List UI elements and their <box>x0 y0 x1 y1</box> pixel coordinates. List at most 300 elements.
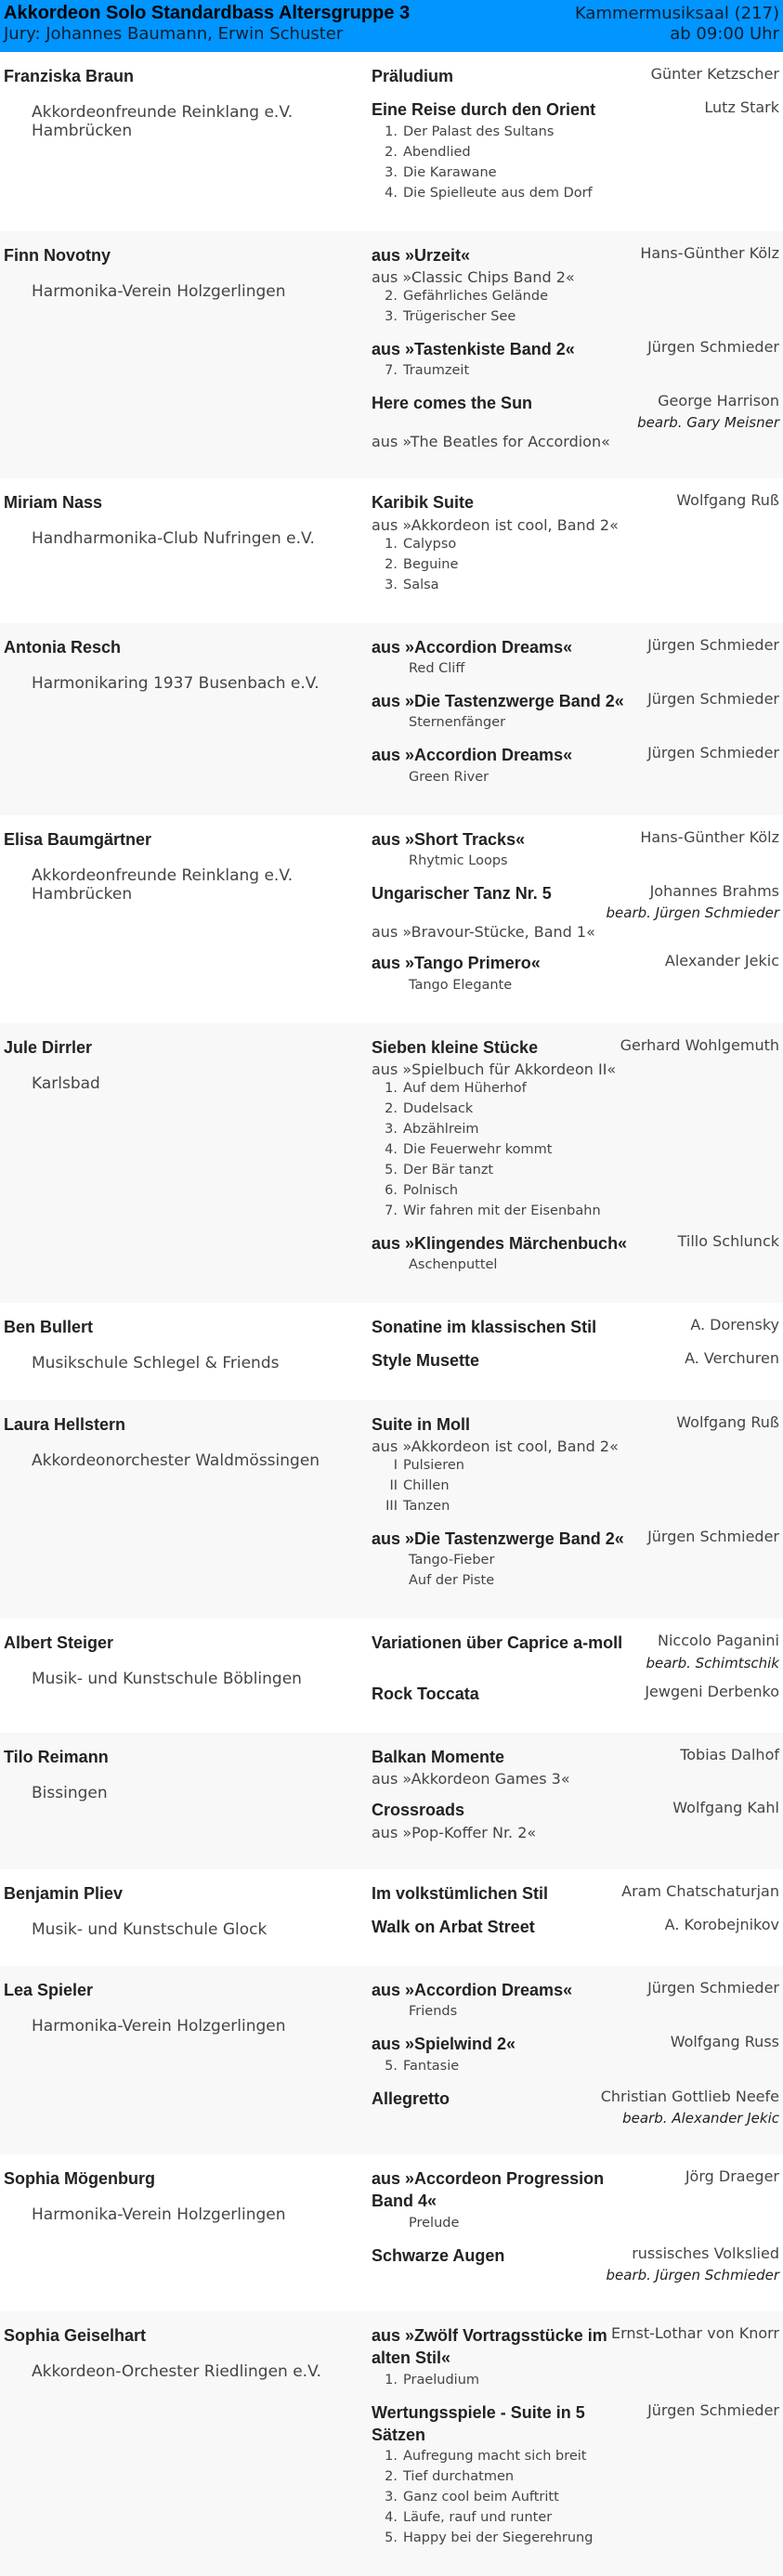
movement-title: Gefährliches Gelände <box>403 288 548 304</box>
program-piece <box>372 1799 779 1841</box>
piece-composer: George Harrison <box>658 392 779 410</box>
participant-club: Akkordeon-Orchester Riedlingen e.V. <box>32 2361 321 2381</box>
piece-arranger: bearb. Schimtschik <box>646 1654 779 1672</box>
entry-row <box>0 1869 783 1967</box>
participant-club: Akkordeonorchester Waldmössingen <box>32 1451 320 1470</box>
participant-name: Elisa Baumgärtner <box>4 829 152 849</box>
program-column <box>372 1316 779 1384</box>
participant-name: Laura Hellstern <box>4 1414 126 1434</box>
movement-title: Der Palast des Sultans <box>403 124 555 139</box>
movement-item <box>372 1160 779 1180</box>
movement-number: 7. <box>385 1203 398 1218</box>
participant-club: Musik- und Kunstschule Glock <box>32 1919 268 1939</box>
movement-number: 4. <box>385 1141 398 1157</box>
movement-number: 4. <box>385 2510 398 2526</box>
movement-number: 2. <box>385 288 398 304</box>
piece-composer: Wolfgang Kahl <box>672 1799 779 1817</box>
piece-composer: Günter Ketzscher <box>650 65 779 83</box>
program-column <box>372 828 779 1007</box>
participant-name: Lea Spieler <box>4 1981 94 2000</box>
piece-title: aus »Accordion Dreams« <box>372 637 573 657</box>
movement-item <box>372 183 779 203</box>
piece-header <box>372 244 779 267</box>
program-column <box>372 491 779 605</box>
piece-header <box>372 1882 779 1905</box>
program-piece <box>372 2244 779 2283</box>
movement-title: Abendlied <box>403 144 471 160</box>
piece-header <box>372 491 779 514</box>
piece-composer: russisches Volkslied <box>632 2244 779 2262</box>
program-piece <box>372 1632 779 1671</box>
piece-header <box>372 1316 779 1338</box>
piece-header <box>372 1349 779 1372</box>
program-piece <box>372 1413 779 1516</box>
participant-name: Albert Steiger <box>4 1633 114 1653</box>
movement-item <box>372 534 779 554</box>
piece-header <box>372 828 779 851</box>
piece-composer: Ernst-Lothar von Knorr <box>610 2323 779 2342</box>
program-column <box>372 244 779 462</box>
program-piece <box>372 2167 779 2233</box>
piece-composer: Wolfgang Ruß <box>676 491 779 510</box>
movement-item <box>372 142 779 163</box>
program-piece <box>372 828 779 871</box>
movement-title: Pulsieren <box>403 1458 464 1474</box>
piece-composer: Jürgen Schmieder <box>647 635 779 654</box>
piece-header <box>372 392 779 414</box>
piece-title: Ungarischer Tanz Nr. 5 <box>372 883 552 903</box>
movement-number: 6. <box>385 1182 398 1198</box>
page-header <box>0 0 783 52</box>
entry-row <box>0 623 783 815</box>
piece-source: aus »Bravour-Stücke, Band 1« <box>372 923 595 942</box>
participant-club: Musik- und Kunstschule Böblingen <box>32 1670 302 1689</box>
piece-title: Präludium <box>372 67 454 85</box>
participant-column <box>4 828 372 1007</box>
movement-title: Aufregung macht sich breit <box>403 2449 587 2465</box>
movement-number: 2. <box>385 556 398 572</box>
movement-title: Polnisch <box>403 1182 459 1198</box>
participant-column <box>4 1413 372 1603</box>
participant-club: Harmonika-Verein Holzgerlingen <box>32 2017 286 2036</box>
piece-title: aus »Die Tastenzwerge Band 2« <box>372 1529 624 1549</box>
movement-title: Happy bei der Siegerehrung <box>403 2530 594 2546</box>
participant-column <box>4 244 372 462</box>
movement-number: 3. <box>385 577 398 592</box>
movement-title: Tief durchatmen <box>403 2469 515 2485</box>
piece-source: aus »The Beatles for Accordion« <box>372 433 610 451</box>
participant-column <box>4 2167 372 2295</box>
piece-source: aus »Akkordeon ist cool, Band 2« <box>372 515 619 534</box>
entry-row <box>0 52 783 231</box>
program-column <box>372 1036 779 1287</box>
piece-composer: Jewgeni Derbenko <box>645 1682 779 1700</box>
piece-subtitle: Friends <box>409 2004 458 2020</box>
piece-title: aus »Tastenkiste Band 2« <box>372 339 575 358</box>
piece-composer: Tobias Dalhof <box>680 1745 779 1763</box>
participant-column <box>4 1036 372 1287</box>
piece-header <box>372 98 779 121</box>
movement-title: Tanzen <box>403 1499 450 1515</box>
movement-title: Fantasie <box>403 2058 460 2074</box>
program-piece <box>372 2324 779 2390</box>
entry-row <box>0 478 783 622</box>
movement-item <box>372 286 779 306</box>
piece-header <box>372 1036 779 1059</box>
program-piece <box>372 2401 779 2549</box>
piece-header <box>372 1916 779 1938</box>
piece-title: Schwarze Augen <box>372 2245 505 2265</box>
participant-column <box>4 65 372 215</box>
movement-item <box>372 1201 779 1221</box>
movement-item <box>372 1180 779 1201</box>
movement-title: Praeludium <box>403 2372 480 2387</box>
piece-header <box>372 2244 779 2267</box>
piece-header <box>372 636 779 658</box>
piece-title: Walk on Arbat Street <box>372 1917 535 1936</box>
piece-subtitle: Rhytmic Loops <box>409 852 508 868</box>
piece-composer: A. Verchuren <box>685 1349 779 1368</box>
entry-row <box>0 1619 783 1733</box>
piece-header <box>372 1232 779 1255</box>
participant-club: Musikschule Schlegel & Friends <box>32 1354 280 1373</box>
start-time-label: ab 09:00 Uhr <box>670 24 779 44</box>
piece-composer: Wolfgang Russ <box>670 2033 779 2051</box>
participant-name: Benjamin Pliev <box>4 1883 124 1903</box>
movement-item <box>372 2507 779 2528</box>
piece-title: Here comes the Sun <box>372 394 533 413</box>
piece-header <box>372 1979 779 2001</box>
program-piece <box>372 952 779 995</box>
participant-name: Antonia Resch <box>4 637 122 657</box>
piece-title: aus »Accordeon Progression Band 4« <box>372 2169 605 2211</box>
program-piece <box>372 65 779 87</box>
movement-title: Die Karawane <box>403 164 497 180</box>
participant-column <box>4 1316 372 1384</box>
piece-title: Eine Reise durch den Orient <box>372 100 596 120</box>
movement-title: Läufe, rauf und runter <box>403 2510 553 2526</box>
movement-number: 3. <box>385 308 398 324</box>
program-piece <box>372 2033 779 2075</box>
participant-column <box>4 2324 372 2559</box>
movement-title: Salsa <box>403 577 439 592</box>
piece-composer: Jürgen Schmieder <box>647 2400 779 2419</box>
piece-composer: Christian Gottlieb Neefe <box>600 2087 779 2105</box>
movement-title: Die Spielleute aus dem Dorf <box>403 185 593 201</box>
entry-row <box>0 1023 783 1304</box>
piece-header <box>372 1799 779 1821</box>
program-column <box>372 1632 779 1716</box>
piece-subtitle: Auf der Piste <box>409 1573 495 1589</box>
program-piece <box>372 244 779 327</box>
piece-subtitle: Sternenfänger <box>409 715 506 731</box>
participant-column <box>4 491 372 605</box>
participant-column <box>4 1632 372 1716</box>
movement-number: I <box>393 1458 398 1474</box>
movement-title: Trügerischer See <box>403 308 516 324</box>
piece-composer: Jürgen Schmieder <box>647 1979 779 1997</box>
program-piece <box>372 1746 779 1788</box>
piece-composer: A. Dorensky <box>690 1316 779 1334</box>
movement-item <box>372 2487 779 2507</box>
participant-name: Sophia Geiselhart <box>4 2325 147 2345</box>
movement-number: 3. <box>385 164 398 180</box>
program-piece <box>372 1316 779 1338</box>
participant-column <box>4 636 372 799</box>
piece-title: Variationen über Caprice a-moll <box>372 1633 623 1653</box>
piece-source: aus »Pop-Koffer Nr. 2« <box>372 1823 537 1841</box>
piece-header <box>372 65 779 87</box>
participant-name: Franziska Braun <box>4 67 135 85</box>
piece-header <box>372 2401 779 2447</box>
movement-item <box>372 1099 779 1119</box>
piece-composer: Hans-Günther Kölz <box>640 827 779 846</box>
movement-title: Chillen <box>403 1478 450 1494</box>
jury-label: Jury: Johannes Baumann, Erwin Schuster <box>4 24 344 44</box>
piece-composer: Jörg Draeger <box>685 2167 779 2186</box>
movement-number: 5. <box>385 2058 398 2074</box>
program-column <box>372 1746 779 1853</box>
program-piece <box>372 690 779 733</box>
participant-club: Harmonika-Verein Holzgerlingen <box>32 2205 286 2225</box>
piece-title: aus »Accordion Dreams« <box>372 746 573 765</box>
entry-row <box>0 1733 783 1869</box>
piece-source: aus »Classic Chips Band 2« <box>372 267 575 286</box>
movement-title: Dudelsack <box>403 1100 474 1116</box>
piece-source: aus »Akkordeon ist cool, Band 2« <box>372 1438 619 1456</box>
program-piece <box>372 636 779 679</box>
piece-title: aus »Urzeit« <box>372 245 471 265</box>
movement-number: 1. <box>385 536 398 552</box>
program-piece <box>372 1916 779 1938</box>
piece-composer: Johannes Brahms <box>649 881 779 900</box>
program-piece <box>372 882 779 941</box>
movement-number: II <box>389 1478 398 1494</box>
piece-title: Style Musette <box>372 1351 480 1371</box>
program-column <box>372 2324 779 2559</box>
piece-composer: Jürgen Schmieder <box>647 744 779 762</box>
movement-item <box>372 2446 779 2466</box>
participant-club: Akkordeonfreunde Reinklang e.V. Hambrücken <box>32 103 294 140</box>
piece-subtitle: Tango-Fieber <box>409 1553 495 1568</box>
participant-club: Harmonikaring 1937 Busenbach e.V. <box>32 673 320 693</box>
piece-composer: A. Korobejnikov <box>664 1915 779 1933</box>
piece-title: Im volkstümlichen Stil <box>372 1883 549 1903</box>
piece-title: aus »Die Tastenzwerge Band 2« <box>372 692 624 711</box>
entry-row <box>0 1966 783 2154</box>
participant-column <box>4 1746 372 1853</box>
participant-column <box>4 1979 372 2138</box>
movement-item <box>372 122 779 142</box>
program-piece <box>372 1528 779 1591</box>
movement-number: 5. <box>385 2530 398 2546</box>
movement-item <box>372 1455 779 1476</box>
piece-title: aus »Short Tracks« <box>372 829 526 849</box>
piece-subtitle: Red Cliff <box>409 661 465 677</box>
movement-item <box>372 2370 779 2390</box>
program-piece <box>372 98 779 202</box>
movement-title: Ganz cool beim Auftritt <box>403 2490 559 2505</box>
piece-subtitle: Prelude <box>409 2215 460 2231</box>
piece-header <box>372 1683 779 1705</box>
movement-item <box>372 2466 779 2487</box>
movement-number: 2. <box>385 144 398 160</box>
piece-title: Karibik Suite <box>372 493 475 513</box>
program-column <box>372 65 779 215</box>
piece-composer: Lutz Stark <box>704 98 779 117</box>
piece-header <box>372 690 779 712</box>
entry-row <box>0 815 783 1023</box>
movement-item <box>372 575 779 595</box>
piece-header <box>372 2167 779 2213</box>
program-piece <box>372 1979 779 2022</box>
piece-header <box>372 2088 779 2110</box>
piece-header <box>372 1528 779 1550</box>
movement-number: 2. <box>385 1100 398 1116</box>
piece-title: Balkan Momente <box>372 1747 505 1766</box>
movement-number: 3. <box>385 1121 398 1137</box>
movement-item <box>372 163 779 183</box>
movement-number: 7. <box>385 363 398 379</box>
movement-number: 1. <box>385 2449 398 2465</box>
participant-name: Sophia Mögenburg <box>4 2169 155 2189</box>
piece-arranger: bearb. Gary Meisner <box>637 414 779 432</box>
piece-title: Rock Toccata <box>372 1684 479 1703</box>
program-piece <box>372 491 779 594</box>
movement-title: Auf dem Hüherhof <box>403 1080 527 1096</box>
piece-header <box>372 882 779 904</box>
entry-row <box>0 2154 783 2311</box>
program-piece <box>372 1683 779 1705</box>
movement-item <box>372 1078 779 1099</box>
movement-number: 1. <box>385 1080 398 1096</box>
piece-source: aus »Spielbuch für Akkordeon II« <box>372 1060 617 1078</box>
piece-header <box>372 2033 779 2055</box>
movement-number: 4. <box>385 185 398 201</box>
piece-arranger: bearb. Jürgen Schmieder <box>606 2266 779 2283</box>
piece-title: Sonatine im klassischen Stil <box>372 1318 597 1337</box>
movement-item <box>372 1496 779 1516</box>
participant-club: Karlsbad <box>32 1073 100 1093</box>
piece-header <box>372 1632 779 1654</box>
program-column <box>372 636 779 799</box>
piece-composer: Niccolo Paganini <box>658 1632 779 1650</box>
program-piece <box>372 1882 779 1905</box>
entry-row <box>0 2311 783 2576</box>
program-piece <box>372 1232 779 1275</box>
movement-item <box>372 1476 779 1496</box>
piece-title: aus »Zwölf Vortragsstücke im alten Stil« <box>372 2325 607 2368</box>
venue-label: Kammermusiksaal (217) <box>574 4 779 23</box>
program-piece <box>372 2088 779 2127</box>
piece-composer: Jürgen Schmieder <box>647 337 779 356</box>
movement-title: Die Feuerwehr kommt <box>403 1141 553 1157</box>
piece-composer: Hans-Günther Kölz <box>640 243 779 262</box>
entry-row <box>0 1303 783 1400</box>
movement-item <box>372 1139 779 1160</box>
participant-name: Tilo Reimann <box>4 1747 109 1766</box>
piece-composer: Wolfgang Ruß <box>676 1412 779 1431</box>
movement-title: Wir fahren mit der Eisenbahn <box>403 1203 601 1218</box>
piece-subtitle: Tango Elegante <box>409 977 513 993</box>
piece-title: Allegretto <box>372 2088 450 2108</box>
piece-subtitle: Aschenputtel <box>409 1257 498 1273</box>
movement-item <box>372 2528 779 2548</box>
piece-header <box>372 1413 779 1436</box>
piece-title: aus »Tango Primero« <box>372 954 541 973</box>
piece-composer: Jürgen Schmieder <box>647 1528 779 1546</box>
piece-title: aus »Spielwind 2« <box>372 2035 516 2054</box>
movement-item <box>372 1119 779 1139</box>
piece-title: aus »Accordion Dreams« <box>372 1981 573 2000</box>
piece-header <box>372 2324 779 2370</box>
movement-title: Abzählreim <box>403 1121 479 1137</box>
participant-club: Akkordeonfreunde Reinklang e.V. Hambrücken <box>32 865 294 904</box>
participant-name: Miriam Nass <box>4 493 103 513</box>
piece-source: aus »Akkordeon Games 3« <box>372 1770 570 1789</box>
piece-composer: Alexander Jekic <box>664 952 779 970</box>
piece-composer: Tillo Schlunck <box>677 1231 779 1250</box>
participant-name: Finn Novotny <box>4 245 111 265</box>
piece-title: Suite in Moll <box>372 1414 470 1434</box>
piece-header <box>372 744 779 766</box>
participant-club: Harmonika-Verein Holzgerlingen <box>32 281 286 301</box>
piece-header <box>372 952 779 974</box>
movement-title: Calypso <box>403 536 457 552</box>
participant-club: Bissingen <box>32 1783 108 1802</box>
entry-row <box>0 1400 783 1620</box>
movement-item <box>372 554 779 575</box>
piece-header <box>372 338 779 360</box>
movement-item <box>372 2056 779 2076</box>
program-piece <box>372 744 779 787</box>
movement-title: Der Bär tanzt <box>403 1162 494 1177</box>
program-piece <box>372 392 779 450</box>
program-column <box>372 1882 779 1950</box>
participant-name: Ben Bullert <box>4 1318 94 1337</box>
piece-composer: Aram Chatschaturjan <box>621 1881 779 1900</box>
movement-item <box>372 360 779 381</box>
movement-number: 1. <box>385 2372 398 2387</box>
movement-title: Beguine <box>403 556 459 572</box>
piece-title: Crossroads <box>372 1801 465 1820</box>
program-column <box>372 1413 779 1603</box>
participant-name: Jule Dirrler <box>4 1037 93 1057</box>
program-piece <box>372 1349 779 1372</box>
piece-title: Wertungsspiele - Suite in 5 Sätzen <box>372 2402 585 2444</box>
movement-title: Traumzeit <box>403 363 470 379</box>
participant-club: Handharmonika-Club Nufringen e.V. <box>32 529 315 549</box>
movement-number: 5. <box>385 1162 398 1177</box>
entry-row <box>0 231 783 479</box>
piece-header <box>372 1746 779 1768</box>
program-piece <box>372 1036 779 1221</box>
piece-composer: Gerhard Wohlgemuth <box>620 1035 779 1054</box>
program-piece <box>372 338 779 381</box>
movement-number: 2. <box>385 2469 398 2485</box>
piece-arranger: bearb. Alexander Jekic <box>622 2110 779 2127</box>
entry-list <box>0 52 783 2576</box>
piece-subtitle: Green River <box>409 769 489 785</box>
piece-title: aus »Klingendes Märchenbuch« <box>372 1233 628 1253</box>
piece-title: Sieben kleine Stücke <box>372 1037 539 1057</box>
program-column <box>372 2167 779 2295</box>
piece-arranger: bearb. Jürgen Schmieder <box>606 904 779 922</box>
page-title: Akkordeon Solo Standardbass Altersgruppe 3 <box>4 3 411 23</box>
participant-column <box>4 1882 372 1950</box>
movement-number: 1. <box>385 124 398 139</box>
piece-composer: Jürgen Schmieder <box>647 690 779 709</box>
